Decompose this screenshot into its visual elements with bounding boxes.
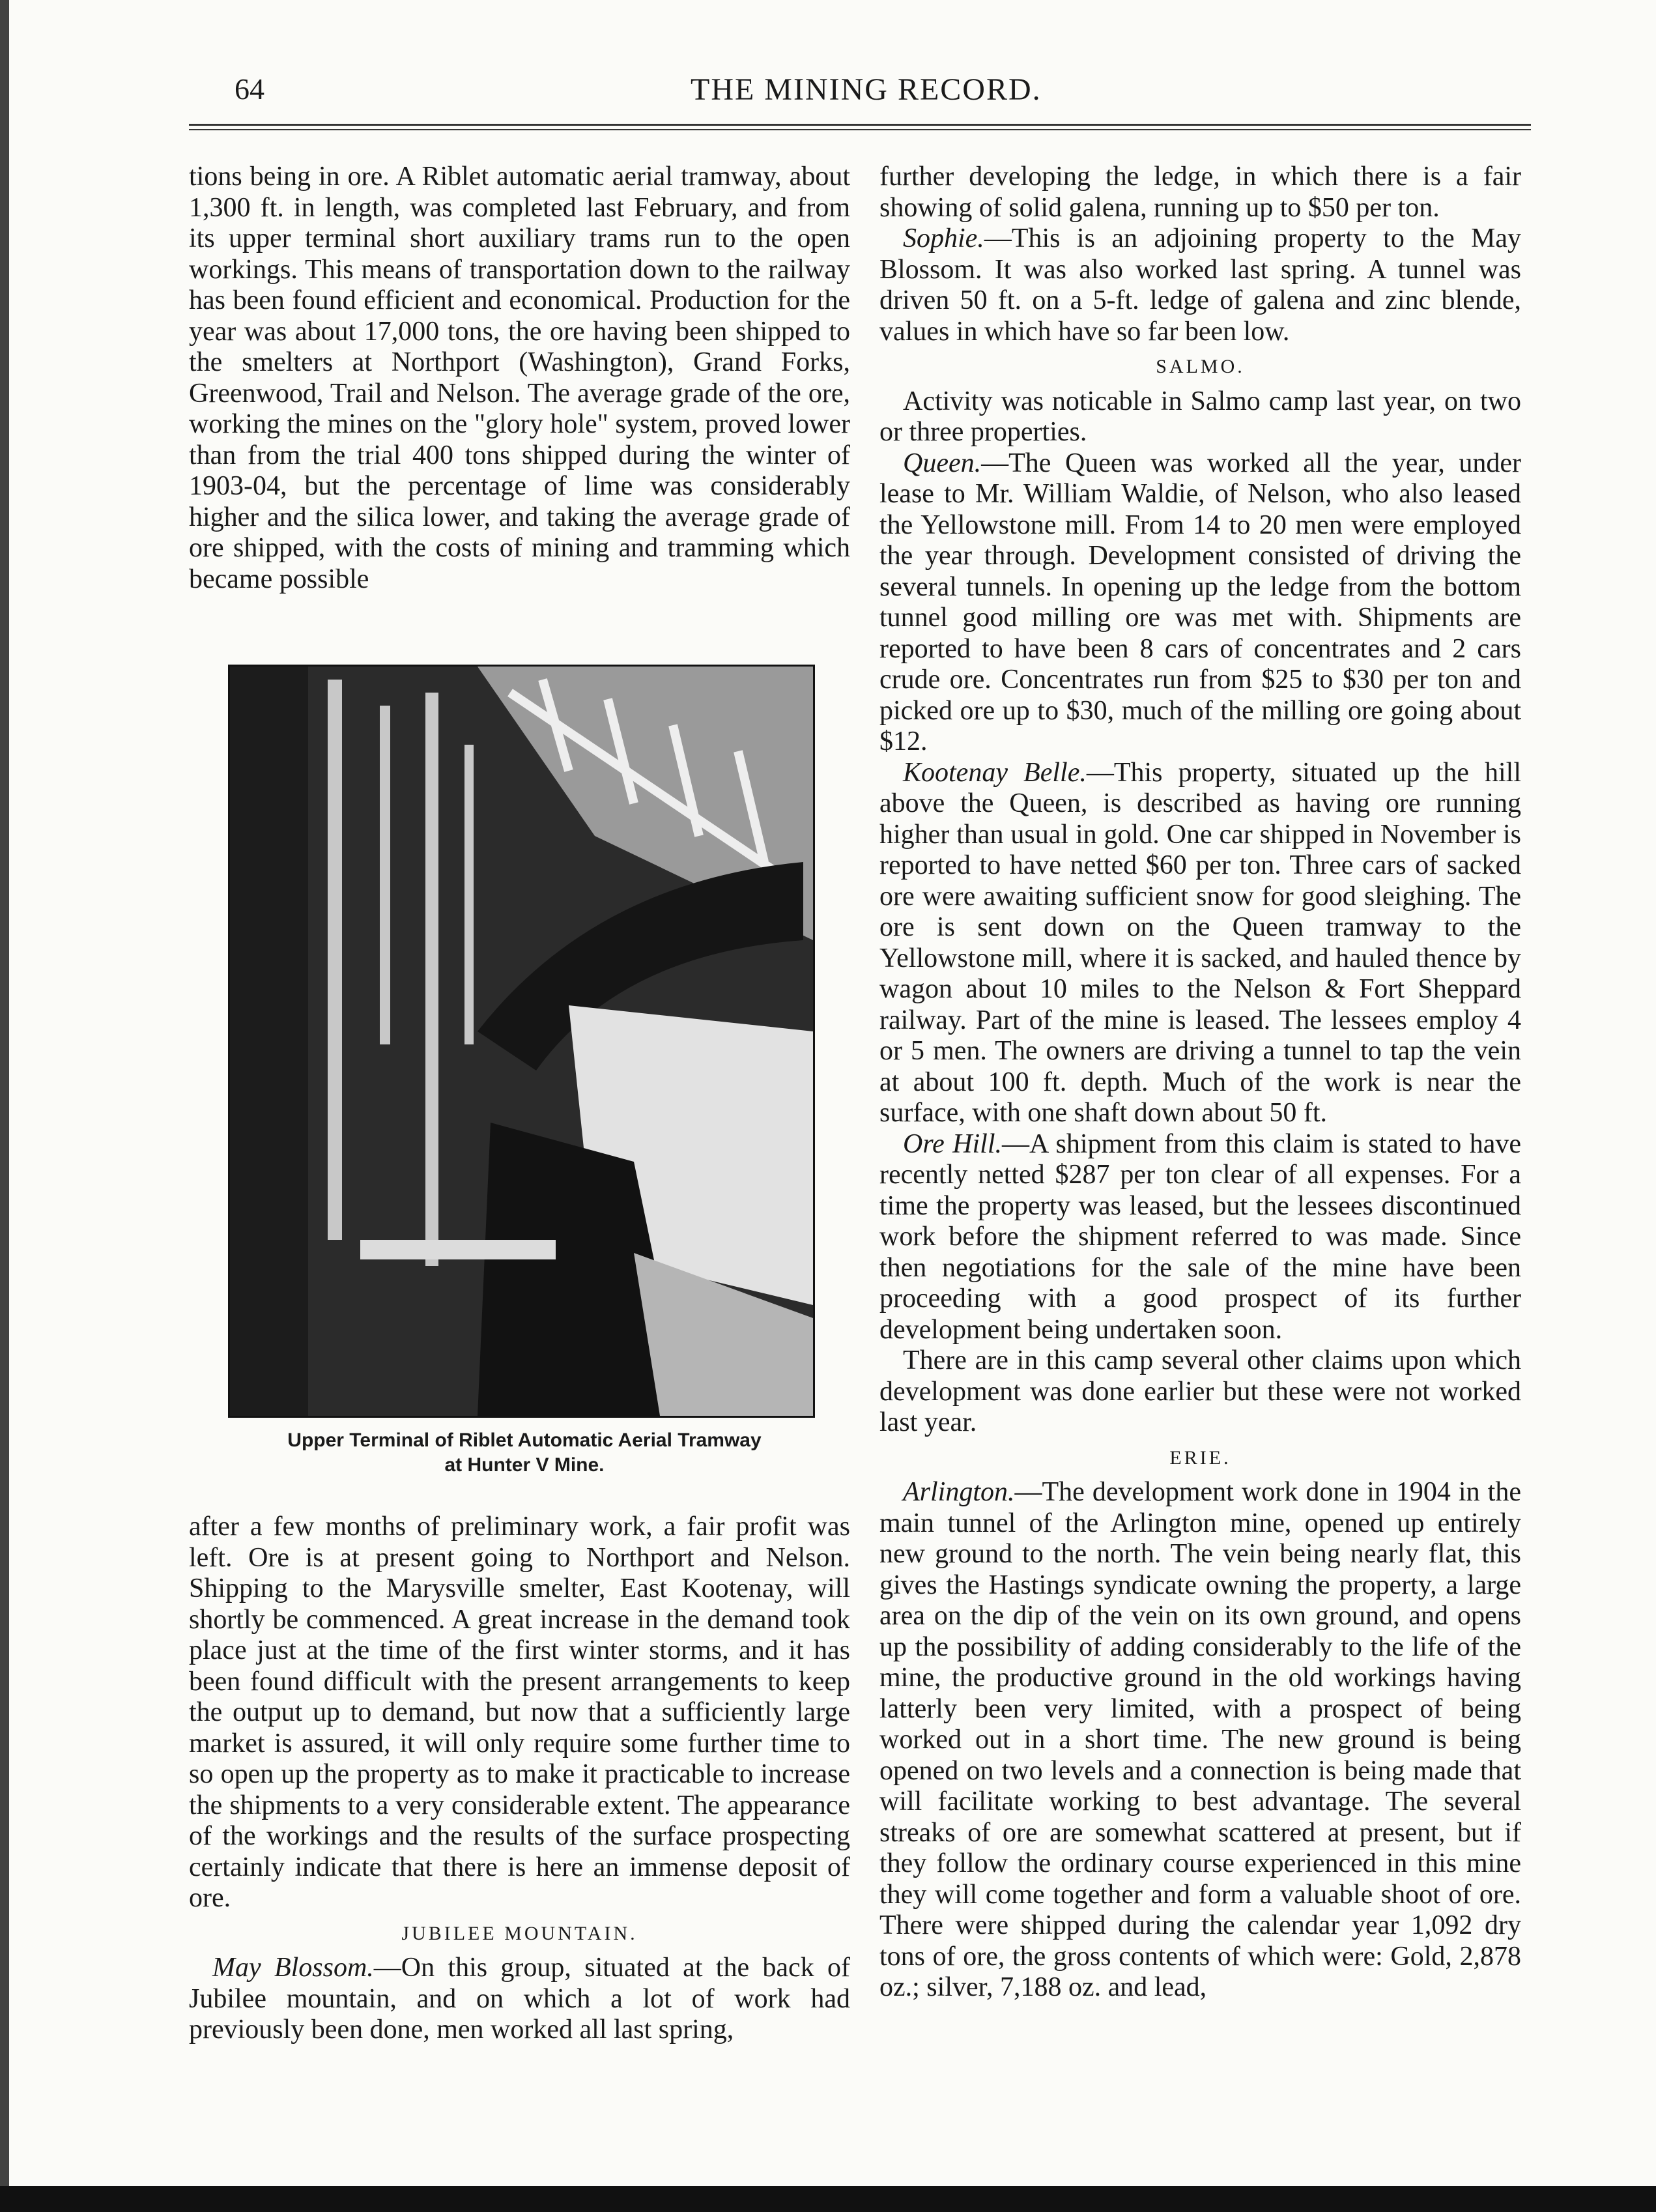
paragraph: after a few months of preliminary work, a fair profit was left. Ore is at present going to Northport and Nelson. Shipping to the Marysville smelter, East Kootenay, will shortly be commenced. A great increase in the demand took place just at the time of the first winter storms, and it has been found difficult with the present arrangements to keep the output up to demand, but now that a sufficiently large market is assured, it will only require some further time to so open up the property as to make it practicable to increase the shipments to a very considerable extent. The appearance of the workings and the results of the surface prospecting certainly indicate that there is here an immense deposit of ore. (189, 1512, 850, 1913)
run-in-heading: May Blossom. (212, 1953, 374, 1983)
page-number: 64 (235, 72, 264, 106)
paragraph: tions being in ore. A Riblet automatic aerial tramway, about 1,300 ft. in length, was completed last February, and from its upper terminal short auxiliary trams run to the open workings. This means of transportation down to the railway has been found efficient and economical. Production for the year was about 17,000 tons, the ore having been shipped to the smelters at Northport (Washington), Grand Forks, Greenwood, Trail and Nelson. The average grade of the ore, working the mines on the "glory hole" system, proved lower than from the trial 400 tons shipped during the winter of 1903-04, but the percentage of lime was considerably higher and the silica lower, and taking the average grade of ore shipped, with the costs of mining and tramming which became possible (189, 162, 850, 594)
right-column (879, 162, 1521, 2004)
paragraph-ore-hill (879, 1129, 1521, 1346)
left-column-top (189, 162, 850, 595)
section-heading-erie: ERIE. (1169, 1446, 1231, 1469)
paragraph-text: —This property, situated up the hill above the Queen, is described as having ore running higher than usual in gold. One car shipped in November is reported to have netted $60 per ton. Three cars of sacked ore were awaiting sufficient snow for good sleighing. The ore is sent down on the Queen tramway to the Yellowstone mill, where it is sacked, and hauled thence by wagon about 10 miles to the Nelson & Fort Sheppard railway. Part of the mine is leased. The lessees employ 4 or 5 men. The owners are driving a tunnel to tap the vein at about 100 ft. depth. Much of the work is near the surface, with one shaft down about 50 ft. (879, 757, 1521, 1128)
paragraph: There are in this camp several other claims upon which development was done earlier but these were not worked last year. (879, 1345, 1521, 1437)
page-edge-bottom (0, 2186, 1656, 2212)
page-edge-shadow (0, 0, 9, 2212)
tramway-photograph (228, 665, 815, 1418)
run-in-heading: Kootenay Belle. (903, 757, 1087, 788)
paragraph-kootenay-belle (879, 758, 1521, 1129)
paragraph: further developing the ledge, in which there is a fair showing of solid galena, running up to $50 per ton. (879, 162, 1521, 223)
photo-illustration (230, 667, 813, 1416)
caption-line-2: at Hunter V Mine. (444, 1454, 605, 1476)
running-title: THE MINING RECORD. (691, 72, 1042, 107)
paragraph-may-blossom (189, 1953, 850, 2046)
paragraph-sophie (879, 223, 1521, 347)
paragraph-text: —The development work done in 1904 in the main tunnel of the Arlington mine, opened up entirely new ground to the north. The vein being nearly flat, this gives the Hastings syndicate owning the property, a large area on the dip of the vein on its own ground, and opens up the possibility of adding considerably to the life of the mine, the productive ground in the old workings having latterly been very limited, with a prospect of being worked out in a short time. The new ground is being opened on two levels and a connection is being made that will facilitate working to best advantage. The several streaks of ore are somewhat scattered at present, but if they follow the ordinary course experienced in this mine they will come together and form a valuable shoot of ore. There were shipped during the calendar year 1,092 dry tons of ore, the gross contents of which were: Gold, 2,878 oz.; silver, 7,188 oz. and lead, (879, 1477, 1521, 2002)
section-heading-jubilee-mountain: JUBILEE MOUNTAIN. (401, 1922, 638, 1944)
caption-line-1: Upper Terminal of Riblet Automatic Aerial Tramway (287, 1429, 762, 1451)
section-heading-salmo: SALMO. (1156, 356, 1245, 377)
run-in-heading: Queen. (903, 448, 982, 478)
paragraph-text: —On this group, situated at the back of Jubilee mountain, and on which a lot of work had previously been done, men worked all last spring, (189, 1953, 850, 2045)
paragraph-queen (879, 448, 1521, 758)
run-in-heading: Ore Hill. (903, 1128, 1003, 1159)
run-in-heading: Arlington. (903, 1477, 1015, 1507)
paragraph-arlington (879, 1477, 1521, 2004)
header-rule (189, 124, 1531, 126)
paragraph-text: —The Queen was worked all the year, under lease to Mr. William Waldie, of Nelson, who also leased the Yellowstone mill. From 14 to 20 men were employed the year through. Development consisted of driving the several tunnels. In opening up the ledge from the bottom tunnel good milling ore was met with. Shipments are reported to have been 8 cars of concentrates and 2 cars crude ore. Concentrates run from $25 to $30 per ton and picked ore up to $30, much of the milling ore going about $12. (879, 448, 1521, 756)
paragraph-text: —This is an adjoining property to the May Blossom. It was also worked last spring. A tunnel was driven 50 ft. on a 5-ft. ledge of galena and zinc blende, values in which have so far been low. (879, 223, 1521, 347)
paragraph: Activity was noticable in Salmo camp last year, on two or three properties. (879, 386, 1521, 447)
figure-caption (215, 1428, 834, 1478)
left-column-bottom (189, 1512, 850, 2046)
run-in-heading: Sophie. (903, 223, 984, 253)
header-rule-double (189, 129, 1531, 130)
paragraph-text: —A shipment from this claim is stated to have recently netted $287 per ton clear of all expenses. For a time the property was leased, but the lessees discontinued work before the shipment referred to was made. Since then negotiations for the sale of the mine have been proceeding with a good prospect of its further development being undertaken soon. (879, 1128, 1521, 1345)
